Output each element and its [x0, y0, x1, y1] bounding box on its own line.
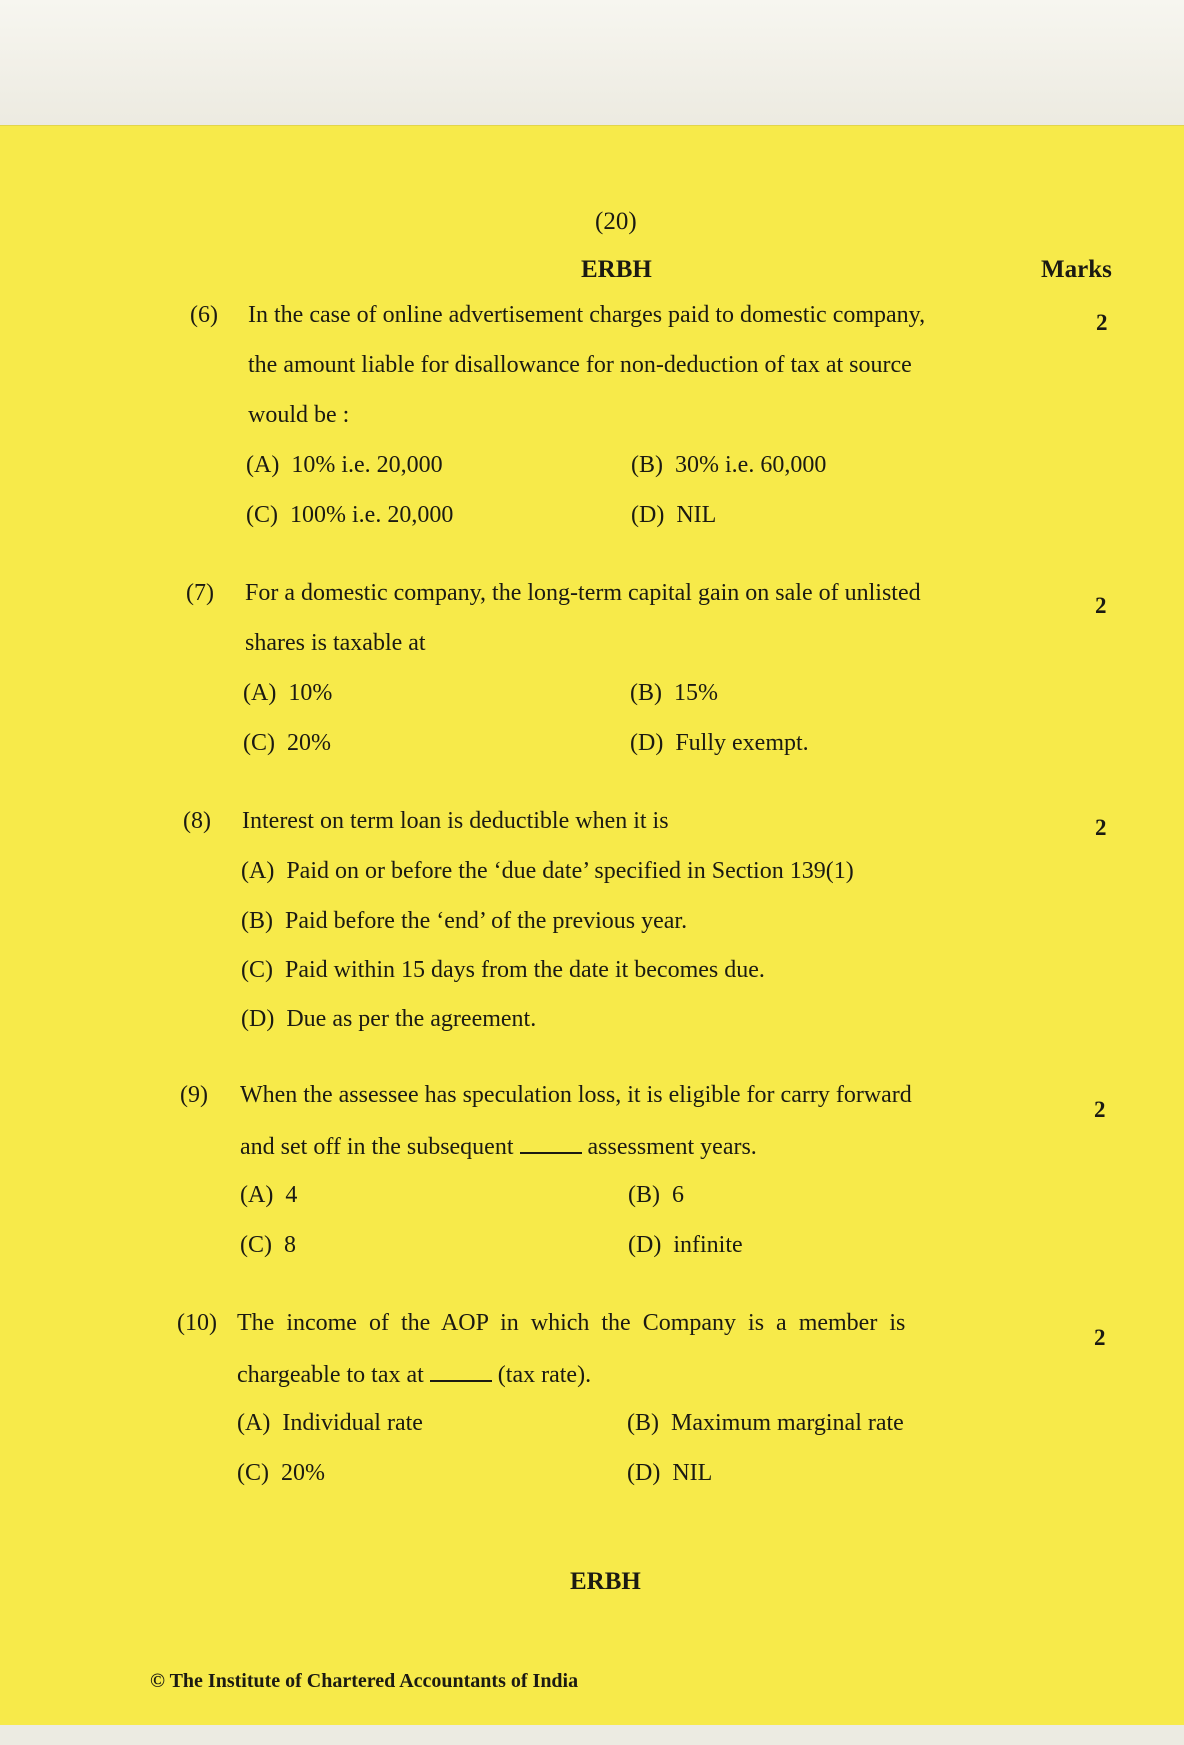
option-text: 20% — [281, 1460, 325, 1486]
option-a — [246, 452, 443, 479]
option-b — [628, 1182, 684, 1209]
option-letter: (D) — [241, 1006, 275, 1032]
option-letter: (C) — [241, 957, 273, 983]
option-letter: (A) — [246, 452, 280, 478]
question-number: (7) — [186, 580, 214, 606]
question-text-line — [237, 1360, 591, 1389]
page-number: (20) — [595, 208, 637, 235]
option-letter: (B) — [628, 1182, 660, 1208]
option-a — [243, 680, 332, 707]
option-text: 30% i.e. 60,000 — [675, 452, 827, 478]
option-letter: (B) — [630, 680, 662, 706]
option-text: 6 — [672, 1182, 684, 1208]
option-letter: (C) — [237, 1460, 269, 1486]
option-c — [237, 1460, 325, 1487]
option-letter: (D) — [630, 730, 664, 756]
option-letter: (B) — [627, 1410, 659, 1436]
page-top-margin — [0, 0, 1184, 130]
paper-code-footer: ERBH — [570, 1568, 641, 1595]
question-text-line: shares is taxable at — [245, 630, 426, 656]
option-b — [631, 452, 826, 479]
question-text-line: would be : — [248, 402, 350, 428]
option-letter: (B) — [241, 908, 273, 934]
option-letter: (A) — [243, 680, 277, 706]
option-letter: (C) — [240, 1232, 272, 1258]
option-b — [627, 1410, 904, 1437]
fill-in-blank — [430, 1360, 492, 1382]
option-letter: (B) — [631, 452, 663, 478]
option-text: infinite — [673, 1232, 743, 1258]
question-text-line — [240, 1132, 757, 1161]
option-d — [241, 1006, 536, 1033]
marks-column-heading: Marks — [1041, 256, 1112, 283]
question-text-segment: (tax rate). — [497, 1362, 592, 1388]
question-number: (8) — [183, 808, 211, 834]
option-letter: (D) — [631, 502, 665, 528]
question-number: (9) — [180, 1082, 208, 1108]
question-text-line: Interest on term loan is deductible when it is — [242, 808, 669, 834]
option-text: Paid within 15 days from the date it becomes due. — [285, 957, 765, 983]
option-letter: (A) — [240, 1182, 274, 1208]
question-text-line: The income of the AOP in which the Company is a member is — [237, 1310, 906, 1336]
option-text: Due as per the agreement. — [286, 1006, 537, 1032]
option-b — [630, 680, 718, 707]
option-a — [240, 1182, 297, 1209]
option-d — [627, 1460, 712, 1487]
option-letter: (A) — [237, 1410, 271, 1436]
option-letter: (C) — [243, 730, 275, 756]
option-d — [630, 730, 809, 757]
option-text: Paid on or before the ‘due date’ specified in Section 139(1) — [286, 858, 854, 884]
option-text: Individual rate — [282, 1410, 423, 1436]
paper-code-header: ERBH — [581, 256, 652, 283]
option-letter: (A) — [241, 858, 275, 884]
option-text: 10% i.e. 20,000 — [291, 452, 443, 478]
option-text: 15% — [674, 680, 718, 706]
question-marks: 2 — [1096, 310, 1108, 335]
option-a — [241, 858, 854, 885]
option-text: 100% i.e. 20,000 — [290, 502, 454, 528]
option-text: Maximum marginal rate — [671, 1410, 904, 1436]
option-text: NIL — [672, 1460, 713, 1486]
option-letter: (C) — [246, 502, 278, 528]
option-text: 10% — [288, 680, 333, 706]
option-c — [241, 957, 765, 984]
question-text-line: For a domestic company, the long-term capital gain on sale of unlisted — [245, 580, 921, 606]
option-text: NIL — [676, 502, 717, 528]
option-letter: (D) — [628, 1232, 662, 1258]
option-a — [237, 1410, 423, 1437]
option-text: 4 — [285, 1182, 298, 1208]
question-text-segment: assessment years. — [587, 1134, 757, 1160]
option-c — [240, 1232, 296, 1259]
question-marks: 2 — [1095, 815, 1107, 840]
option-text: 20% — [287, 730, 331, 756]
option-text: Fully exempt. — [675, 730, 809, 756]
option-c — [243, 730, 331, 757]
option-d — [631, 502, 716, 529]
option-b — [241, 908, 687, 935]
question-number: (10) — [177, 1310, 217, 1336]
copyright-notice: © The Institute of Chartered Accountants of India — [150, 1670, 579, 1692]
question-marks: 2 — [1095, 593, 1107, 618]
page-bottom-margin — [0, 1725, 1184, 1745]
question-text-line: When the assessee has speculation loss, it is eligible for carry forward — [240, 1082, 912, 1108]
option-d — [628, 1232, 743, 1259]
option-text: 8 — [284, 1232, 296, 1258]
question-text-segment: and set off in the subsequent — [240, 1134, 514, 1160]
fill-in-blank — [520, 1132, 582, 1154]
question-number: (6) — [190, 302, 218, 328]
option-text: Paid before the ‘end’ of the previous year. — [285, 908, 688, 934]
question-text-line: the amount liable for disallowance for non-deduction of tax at source — [248, 352, 912, 378]
question-text-segment: chargeable to tax at — [237, 1362, 424, 1388]
question-marks: 2 — [1094, 1097, 1106, 1122]
question-text-line: In the case of online advertisement charges paid to domestic company, — [248, 302, 926, 328]
option-letter: (D) — [627, 1460, 661, 1486]
option-c — [246, 502, 453, 529]
question-marks: 2 — [1094, 1325, 1106, 1350]
